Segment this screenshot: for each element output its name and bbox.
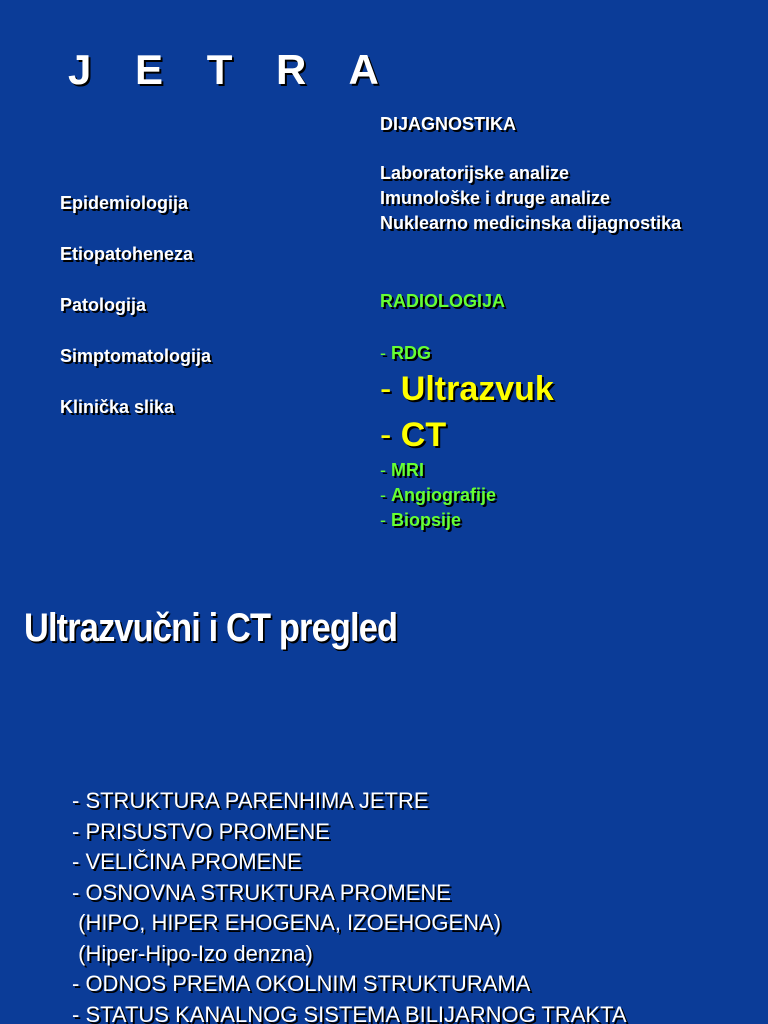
slide-title: J E T R A: [68, 46, 395, 93]
list-item-rdg: [380, 341, 554, 366]
dash: -: [380, 460, 391, 480]
item-label: CT: [400, 416, 447, 454]
list-item: Simptomatologija: [60, 346, 212, 366]
list-item: - ODNOS PREMA OKOLNIM STRUKTURAMA: [72, 971, 531, 996]
list-item: Laboratorijske analize: [380, 163, 570, 183]
diagnostics-list: [380, 161, 760, 236]
list-item: (Hiper-Hipo-Izo denzna): [72, 940, 313, 966]
item-label: Angiografije: [391, 485, 497, 505]
list-item-ultrazvuk: [380, 366, 554, 412]
list-item: Epidemiologija: [60, 193, 189, 213]
topics-list: [60, 190, 211, 445]
item-label: RDG: [391, 343, 431, 363]
list-item: Klinička slika: [60, 397, 175, 417]
list-item-angiografije: [380, 483, 554, 508]
dash: -: [380, 510, 391, 530]
slide-title: Ultrazvučni i CT pregled: [24, 606, 398, 650]
list-item: Patologija: [60, 295, 147, 315]
list-item: (HIPO, HIPER EHOGENA, IZOEHOGENA): [72, 910, 502, 935]
item-label: MRI: [391, 460, 424, 480]
list-item-ct: [380, 412, 554, 458]
dash: -: [380, 343, 391, 363]
radiology-heading: RADIOLOGIJA: [380, 291, 506, 311]
exam-criteria-list: [72, 786, 627, 1024]
radiology-list: [380, 341, 554, 533]
diagnostics-section: [380, 111, 760, 236]
list-item: Nuklearno medicinska dijagnostika: [380, 213, 682, 233]
item-label: Biopsije: [391, 510, 462, 530]
list-item: - PRISUSTVO PROMENE: [72, 818, 330, 844]
list-item: - STATUS KANALNOG SISTEMA BILIJARNOG TRAKTA: [72, 1001, 627, 1024]
dash: -: [380, 416, 401, 454]
dash: -: [380, 370, 401, 408]
list-item: - STRUKTURA PARENHIMA JETRE: [72, 788, 429, 813]
item-label: Ultrazvuk: [400, 370, 554, 408]
list-item: - OSNOVNA STRUKTURA PROMENE: [72, 879, 451, 905]
dash: -: [380, 485, 391, 505]
list-item-mri: [380, 458, 554, 483]
list-item-biopsije: [380, 508, 554, 533]
list-item: - VELIČINA PROMENE: [72, 849, 302, 874]
diagnostics-heading: DIJAGNOSTIKA: [380, 114, 517, 134]
slide-ultrazvucni-ct: [0, 580, 768, 1024]
list-item: Imunološke i druge analize: [380, 188, 611, 208]
list-item: Etiopatoheneza: [60, 244, 194, 264]
